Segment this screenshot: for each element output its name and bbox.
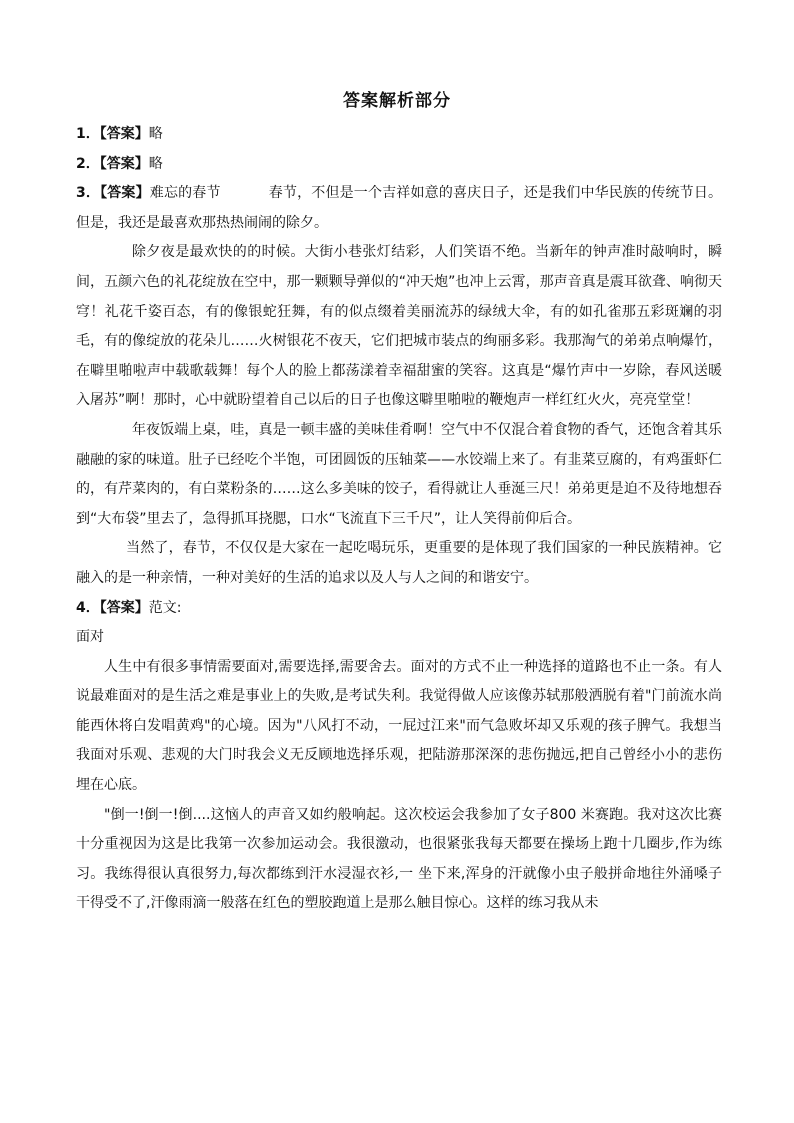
essay-title: 面对: [76, 629, 104, 646]
item-number: 1．: [76, 126, 100, 142]
answer-content: [76, 120, 722, 919]
essay-paragraph: 当然了，春节，不仅仅是大家在一起吃喝玩乐，更重要的是体现了我们国家的一种民族精神。它融入的是一种亲情，一种对美好的生活的追求以及人与人之间的和谐安宁。: [76, 540, 722, 586]
essay-intro: 春节，不但是一个吉祥如意的喜庆日子，还是我们中华民族的传统节日。但是，我还是最喜欢那热热闹闹的除夕。: [76, 185, 723, 231]
essay-paragraph: 人生中有很多事情需要面对,需要选择,需要舍去。面对的方式不止一种选择的道路也不止一条。有人说最难面对的是生活之难是事业上的失败,是考试失利。我觉得做人应该像苏轼那般洒脱有着"门前流水尚能西休将白发唱黄鸡"的心境。因为"八风打不动，一屁过江来"而气急败坏却又乐观的孩子脾气。我想当我面对乐观、悲观的大门时我会义无反顾地选择乐观，把陆游那深深的悲伤抛远,把自己曾经小小的悲伤埋在心底。: [76, 658, 722, 794]
answer-tag: 【答案】: [99, 599, 149, 616]
item-number: 4．: [76, 599, 100, 616]
answer-item-3: [76, 179, 722, 238]
essay-paragraph: 除夕夜是最欢快的的时候。大街小巷张灯结彩，人们笑语不绝。当新年的钟声准时敲响时，瞬间，五颜六色的礼花绽放在空中，那一颗颗导弹似的“冲天炮”也冲上云霄，那声音真是震耳欲聋、响彻天穹！礼花千姿百态，有的像银蛇狂舞，有的似点缀着美丽流苏的绿绒大伞，有的如孔雀那五彩斑斓的羽毛，有的像绽放的花朵儿……火树银花不夜天，它们把城市装点的绚丽多彩。我那淘气的弟弟点响爆竹，在噼里啪啦声中载歌载舞！每个人的脸上都荡漾着幸福甜蜜的笑容。这真是“爆竹声中一岁除，春风送暖入屠苏”啊！那时，心中就盼望着自己以后的日子也像这噼里啪啦的鞭炮声一样红红火火，亮亮堂堂！: [76, 244, 722, 409]
item-number: 3．: [76, 185, 101, 202]
essay-title: 难忘的春节: [149, 185, 221, 202]
page-title: 答案解析部分: [343, 91, 451, 111]
answer-tag: 【答案】: [99, 126, 149, 142]
essay-paragraph: "倒一!倒一!倒....这恼人的声音又如约般响起。这次校运会我参加了女子800 米赛跑。我对这次比赛十分重视因为这是比我第一次参加运动会。我很激动，也很紧张我每天都要在操场上跑十几圈步,作为练习。我练得很认真很努力,每次都练到汗水浸湿衣衫,一 坐下来,浑身的汗就像小虫子般拼命地往外涌嗓子干得受不了,汗像雨滴一般落在红色的塑胶跑道上是那么触目惊心。这样的练习我从未: [76, 806, 722, 912]
answer-text: 范文:: [148, 599, 182, 616]
answer-tag: 【答案】: [99, 155, 149, 172]
answer-text: 略: [148, 126, 163, 142]
essay-paragraph: 年夜饭端上桌，哇，真是一顿丰盛的美味佳肴啊！空气中不仅混合着食物的香气，还饱含着其乐融融的家的味道。肚子已经吃个半饱，可团圆饭的压轴菜——水饺端上来了。有韭菜豆腐的，有鸡蛋虾仁的，有芹菜肉的，有白菜粉条的……这么多美味的饺子，看得就让人垂涎三尺！弟弟更是迫不及待地想吞到“大布袋”里去了，急得抓耳挠腮，口水“飞流直下三千尺”，让人笑得前仰后合。: [76, 421, 722, 527]
answer-item-2: [76, 150, 722, 180]
answer-item-1: [76, 120, 722, 150]
answer-text: 略: [148, 155, 163, 172]
answer-item-4: [76, 594, 722, 624]
item-number: 2．: [76, 155, 100, 172]
answer-tag: 【答案】: [100, 185, 150, 202]
